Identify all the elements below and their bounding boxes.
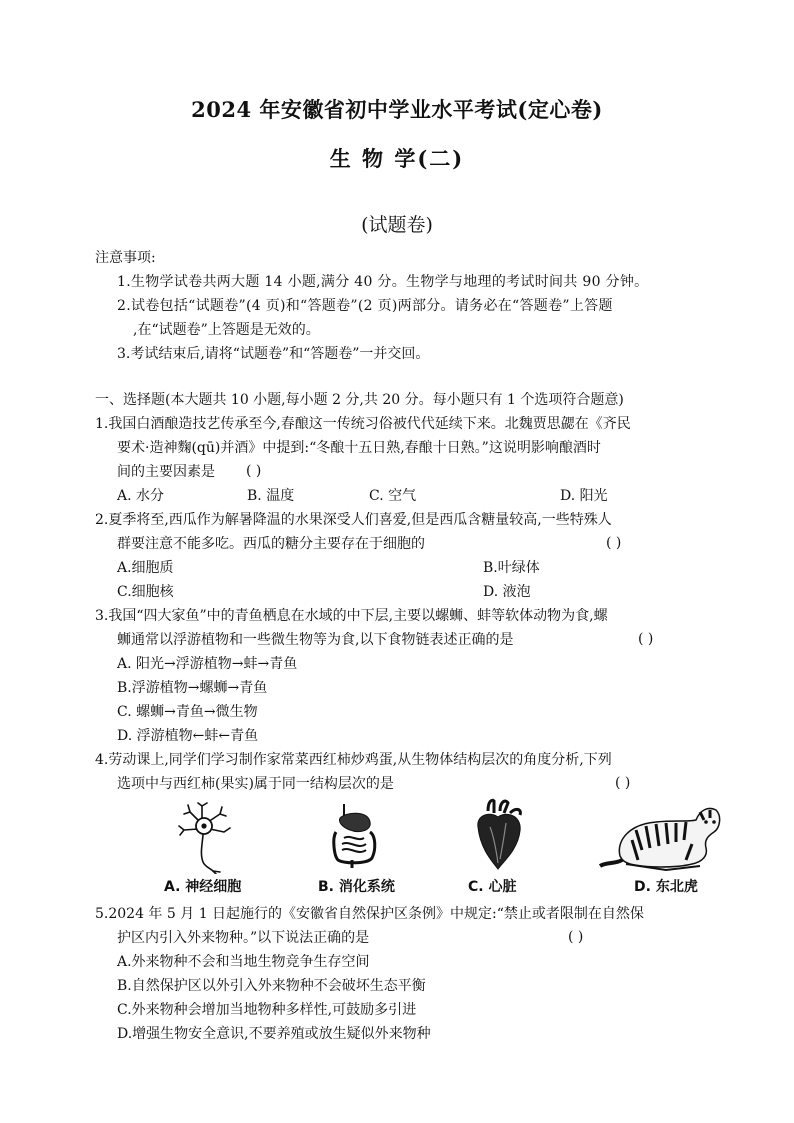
q3-option-a: A. 阳光→浮游植物→蚌→青鱼 <box>117 656 298 672</box>
q3-option-d: D. 浮游植物←蚌←青鱼 <box>117 728 259 744</box>
q1-option-a: A. 水分 <box>117 488 165 504</box>
q2-answer-blank: ( ) <box>606 535 622 551</box>
digestive-system-image <box>330 800 380 870</box>
q3-option-b: B.浮游植物→螺蛳→青鱼 <box>117 680 268 696</box>
q1-line-2: 要术·造神麴(qū)并酒》中提到:“冬酿十五日熟,春酿十日熟。”这说明影响酿酒时 <box>117 440 601 456</box>
q1-line-3: 间的主要因素是 <box>117 464 215 480</box>
notice-heading: 注意事项: <box>95 250 156 266</box>
neuron-image <box>176 802 236 874</box>
q1-line-1: 1.我国白酒酿造技艺传承至今,春酿这一传统习俗被代代延续下来。北魏贾思勰在《齐民 <box>95 416 631 432</box>
q5-answer-blank: ( ) <box>568 929 584 945</box>
q4-option-a: A. 神经细胞 <box>164 879 242 895</box>
q5-option-c: C.外来物种会增加当地物种多样性,可鼓励多引进 <box>117 1002 417 1018</box>
heart-image <box>470 797 526 873</box>
notice-item-1: 1.生物学试卷共两大题 14 小题,满分 40 分。生物学与地理的考试时间共 90 分钟。 <box>117 274 649 290</box>
q4-answer-blank: ( ) <box>615 775 631 791</box>
q3-answer-blank: ( ) <box>638 631 654 647</box>
q2-option-a: A.细胞质 <box>117 560 174 576</box>
q3-line-2: 蛳通常以浮游植物和一些微生物等为食,以下食物链表述正确的是 <box>117 632 514 648</box>
q5-option-a: A.外来物种不会和当地生物竞争生存空间 <box>117 954 370 970</box>
q5-option-d: D.增强生物安全意识,不要养殖或放生疑似外来物种 <box>117 1026 431 1042</box>
q2-option-b: B.叶绿体 <box>483 560 540 576</box>
tiger-image <box>596 800 724 874</box>
notice-item-3: 3.考试结束后,请将“试题卷”和“答题卷”一并交回。 <box>117 346 430 362</box>
q4-option-c: C. 心脏 <box>468 879 517 895</box>
notice-item-2-cont: ,在“试题卷”上答题是无效的。 <box>133 322 320 338</box>
q4-option-d: D. 东北虎 <box>634 879 698 895</box>
q4-option-b: B. 消化系统 <box>318 879 395 895</box>
paper-type: (试题卷) <box>361 214 433 236</box>
q3-line-1: 3.我国“四大家鱼”中的青鱼栖息在水域的中下层,主要以螺蛳、蚌等软体动物为食,螺 <box>95 608 608 624</box>
section-heading: 一、选择题(本大题共 10 小题,每小题 2 分,共 20 分。每小题只有 1 个选项符合题意) <box>95 392 624 408</box>
q4-line-1: 4.劳动课上,同学们学习制作家常菜西红柿炒鸡蛋,从生物体结构层次的角度分析,下列 <box>95 752 612 768</box>
q1-option-d: D. 阳光 <box>560 488 608 504</box>
q2-option-c: C.细胞核 <box>117 584 174 600</box>
q1-option-c: C. 空气 <box>369 488 417 504</box>
q1-answer-blank: ( ) <box>246 463 262 479</box>
q5-line-1: 5.2024 年 5 月 1 日起施行的《安徽省自然保护区条例》中规定:“禁止或者限制在自然保 <box>95 906 644 922</box>
exam-title: 2024 年安徽省初中学业水平考试(定心卷) <box>191 97 603 122</box>
q2-line-2: 群要注意不能多吃。西瓜的糖分主要存在于细胞的 <box>117 536 425 552</box>
q4-line-2: 选项中与西红柿(果实)属于同一结构层次的是 <box>117 776 394 792</box>
q1-option-b: B. 温度 <box>247 488 295 504</box>
notice-item-2: 2.试卷包括“试题卷”(4 页)和“答题卷”(2 页)两部分。请务必在“答题卷”上答题 <box>117 298 613 314</box>
q3-option-c: C. 螺蛳→青鱼→微生物 <box>117 704 258 720</box>
q2-line-1: 2.夏季将至,西瓜作为解暑降温的水果深受人们喜爱,但是西瓜含糖量较高,一些特殊人 <box>95 512 612 528</box>
q2-option-d: D. 液泡 <box>483 584 531 600</box>
subject-title: 生 物 学(二) <box>329 146 465 171</box>
q5-line-2: 护区内引入外来物种。”以下说法正确的是 <box>117 930 370 946</box>
q5-option-b: B.自然保护区以外引入外来物种不会破坏生态平衡 <box>117 978 426 994</box>
